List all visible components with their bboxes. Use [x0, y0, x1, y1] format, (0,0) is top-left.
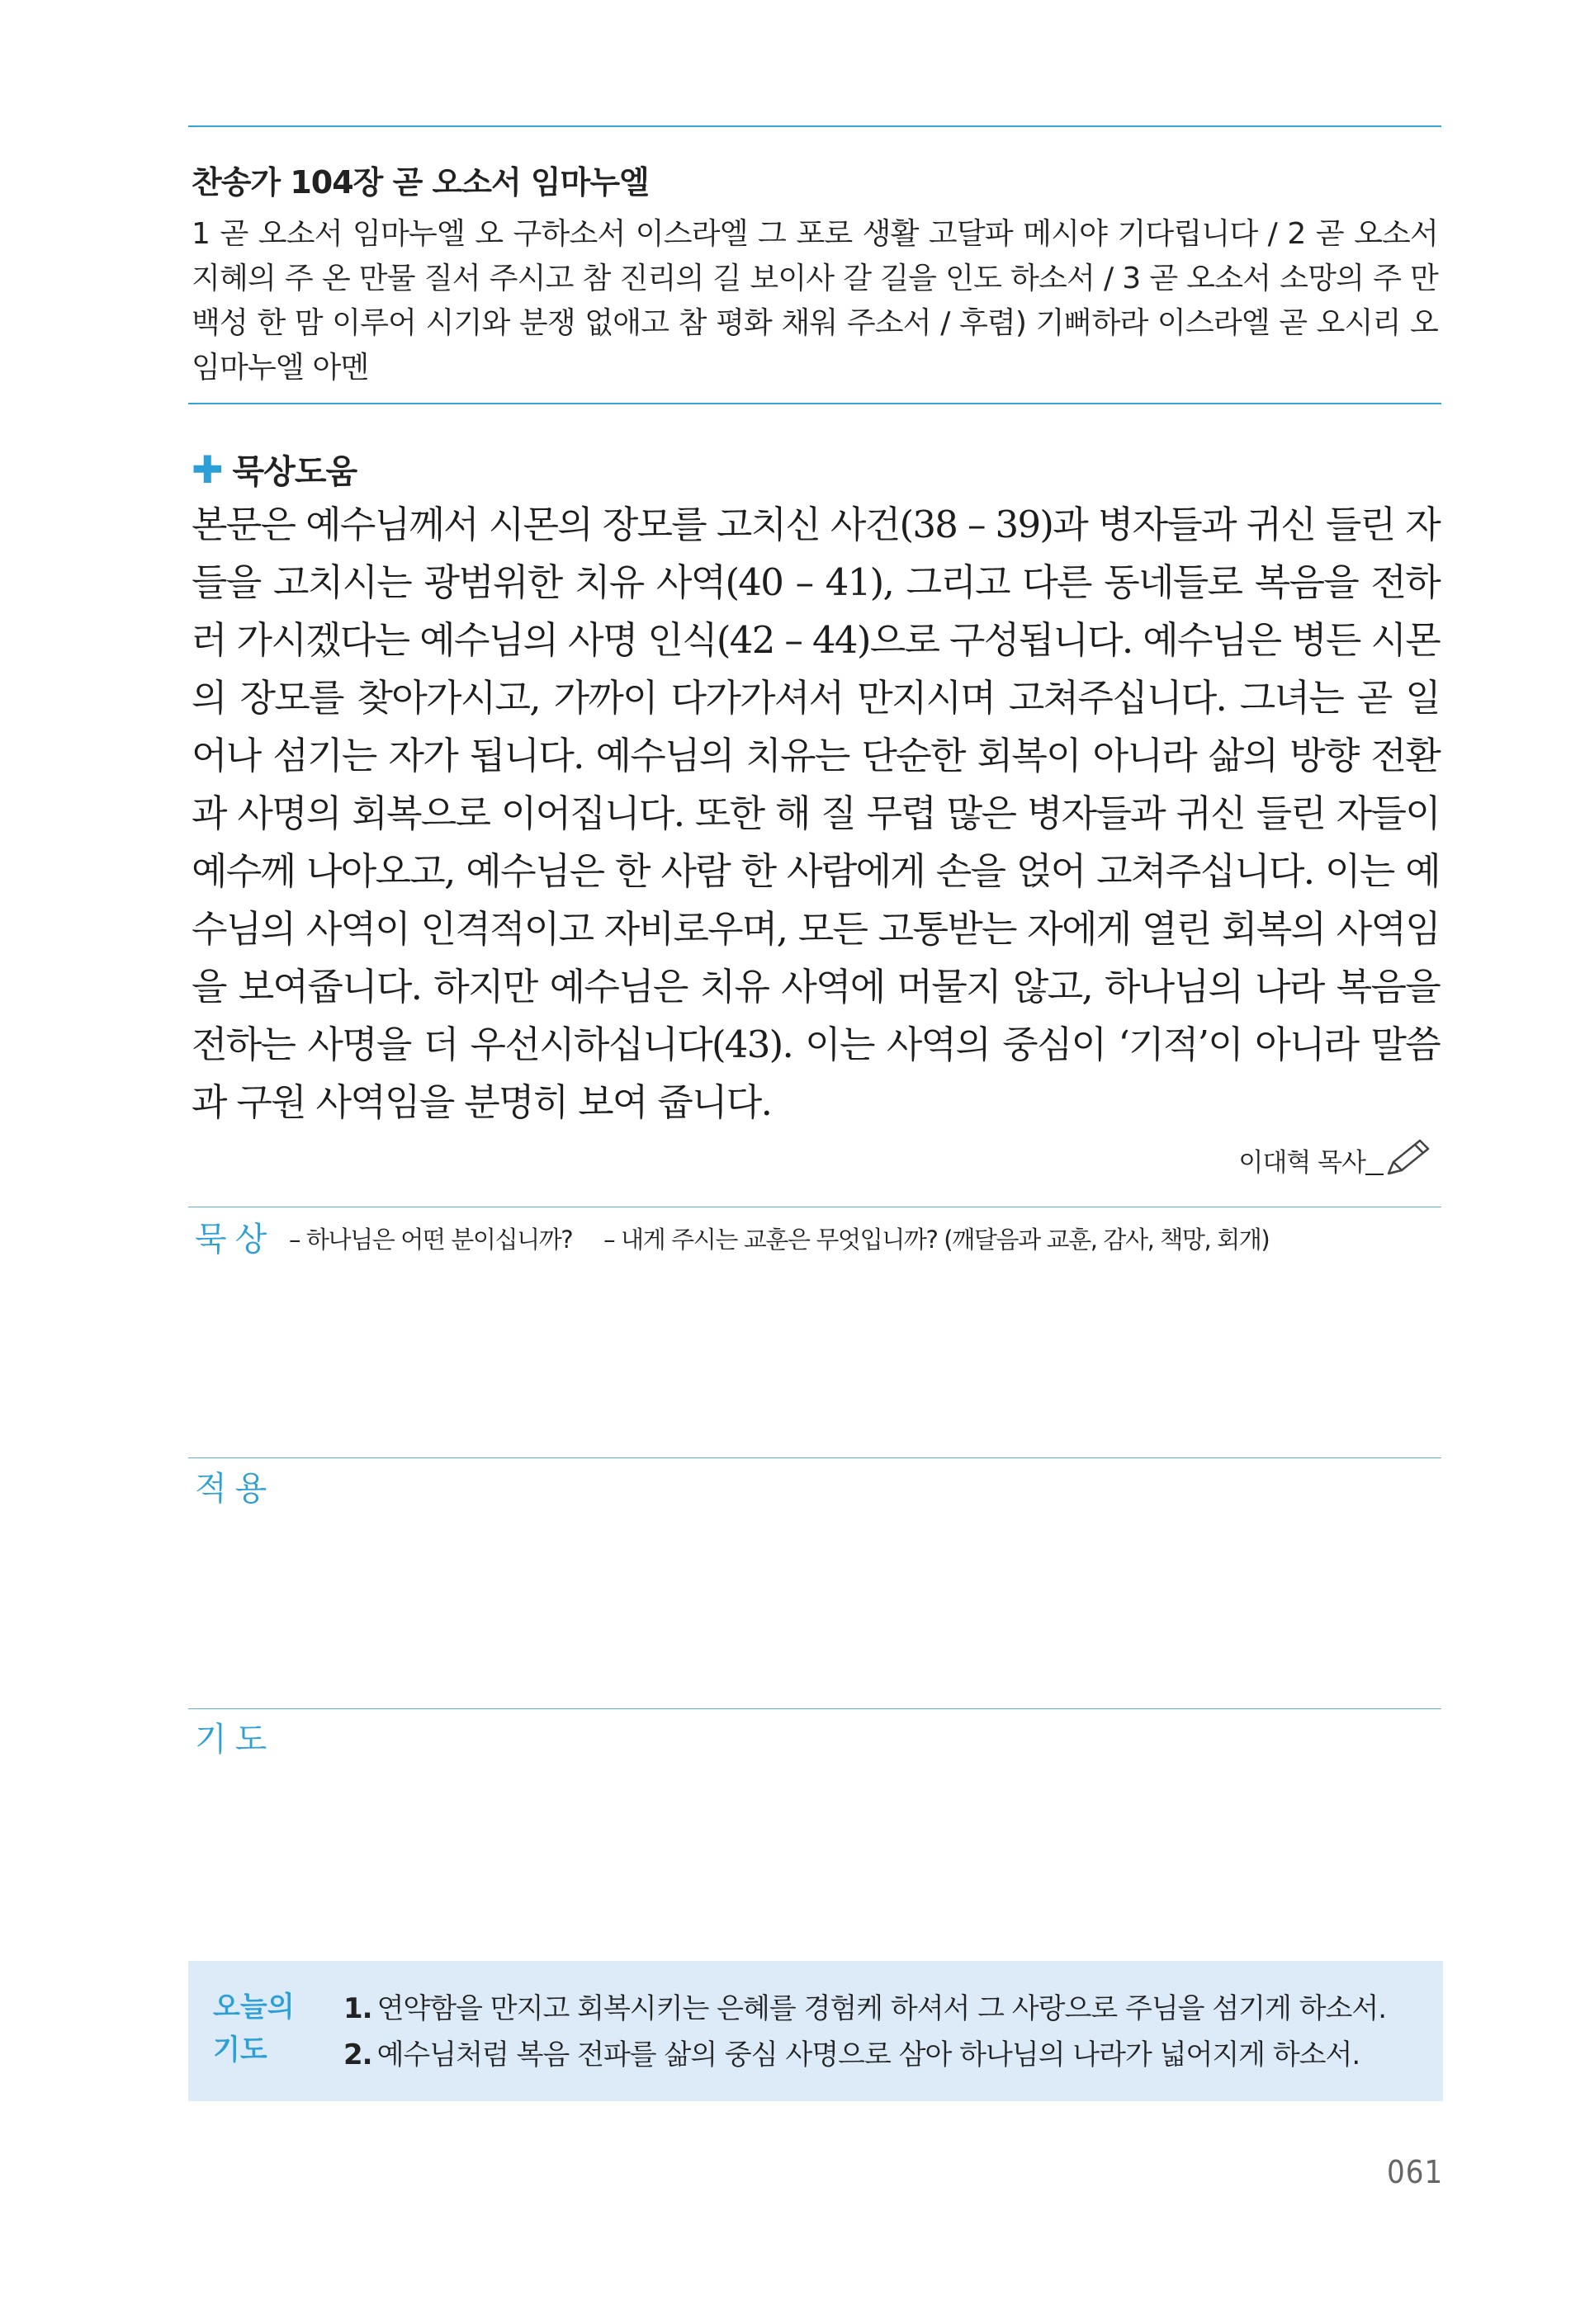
hymn-block: [192, 157, 1438, 390]
muksang-question-1: – 하나님은 어떤 분이십니까?: [289, 1226, 573, 1254]
muksang-questions: [289, 1221, 1294, 1255]
page-number: 061: [1387, 2154, 1444, 2190]
prayer-label-line2: 기도: [213, 2034, 267, 2067]
hymn-lyrics: 1 곧 오소서 임마누엘 오 구하소서 이스라엘 그 포로 생활 고달파 메시야 기다립니다 / 2 곧 오소서 지혜의 주 온 만물 질서 주시고 참 진리의 길 보이사 갈 길을 인도 하소서 / 3 곧 오소서 소망의 주 만백성 한 맘 이루어 시기와 분쟁 없애고 참 평화 채워 주소서 / 후렴) 기뻐하라 이스라엘 곧 오시리 오 임마누엘 아멘: [192, 217, 1438, 385]
hymn-bottom-rule: [188, 403, 1441, 404]
prayer-item: [343, 2032, 1386, 2078]
jeokyong-label: 적용: [195, 1470, 276, 1508]
todays-prayer-box: [188, 1961, 1443, 2101]
todays-prayer-label: [213, 1986, 312, 2071]
hymn-title: 찬송가 104장 곧 오소서 임마누엘: [192, 164, 649, 201]
gido-label: 기도: [195, 1721, 276, 1759]
prayer-label-line1: 오늘의: [213, 1991, 295, 2024]
prayer-item-number: 2.: [343, 2038, 372, 2071]
prayer-item: [343, 1986, 1386, 2032]
meditation-heading: [192, 446, 1440, 493]
plus-icon: ✚: [192, 446, 223, 492]
gido-rule: [188, 1708, 1441, 1709]
meditation-block: [192, 446, 1440, 1131]
prayer-item-text: 연약함을 만지고 회복시키는 은혜를 경험케 하셔서 그 사랑으로 주님을 섬기게 하소서.: [376, 1992, 1386, 2025]
author-signature: [1123, 1137, 1436, 1179]
top-rule: [188, 125, 1441, 127]
jeokyong-rule: [188, 1457, 1441, 1458]
muksang-question-2: – 내게 주시는 교훈은 무엇입니까? (깨달음과 교훈, 감사, 책망, 회개): [603, 1226, 1270, 1254]
author-name: 이대혁 목사: [1238, 1148, 1365, 1178]
meditation-heading-text: 묵상도움: [232, 453, 357, 491]
signature-line: [1365, 1174, 1384, 1175]
prayer-item-number: 1.: [343, 1992, 372, 2025]
pencil-icon: [1384, 1137, 1436, 1179]
prayer-items: [343, 1986, 1386, 2078]
prayer-item-text: 예수님처럼 복음 전파를 삶의 중심 사명으로 삼아 하나님의 나라가 넓어지게 하소서.: [376, 2038, 1360, 2071]
meditation-body: 본문은 예수님께서 시몬의 장모를 고치신 사건(38 – 39)과 병자들과 귀신 들린 자들을 고치시는 광범위한 치유 사역(40 – 41), 그리고 다른 동네들로 복음을 전하러 가시겠다는 예수님의 사명 인식(42 – 44)으로 구성됩니다. 예수님은 병든 시몬의 장모를 찾아가시고, 가까이 다가가셔서 만지시며 고쳐주십니다. 그녀는 곧 일어나 섬기는 자가 됩니다. 예수님의 치유는 단순한 회복이 아니라 삶의 방향 전환과 사명의 회복으로 이어집니다. 또한 해 질 무렵 많은 병자들과 귀신 들린 자들이 예수께 나아오고, 예수님은 한 사람 한 사람에게 손을 얹어 고쳐주십니다. 이는 예수님의 사역이 인격적이고 자비로우며, 모든 고통받는 자에게 열린 회복의 사역임을 보여줍니다. 하지만 예수님은 치유 사역에 머물지 않고, 하나님의 나라 복음을 전하는 사명을 더 우선시하십니다(43). 이는 사역의 중심이 ‘기적’이 아니라 말씀과 구원 사역임을 분명히 보여 줍니다.: [192, 503, 1440, 1124]
muksang-label: 묵상: [195, 1221, 276, 1259]
